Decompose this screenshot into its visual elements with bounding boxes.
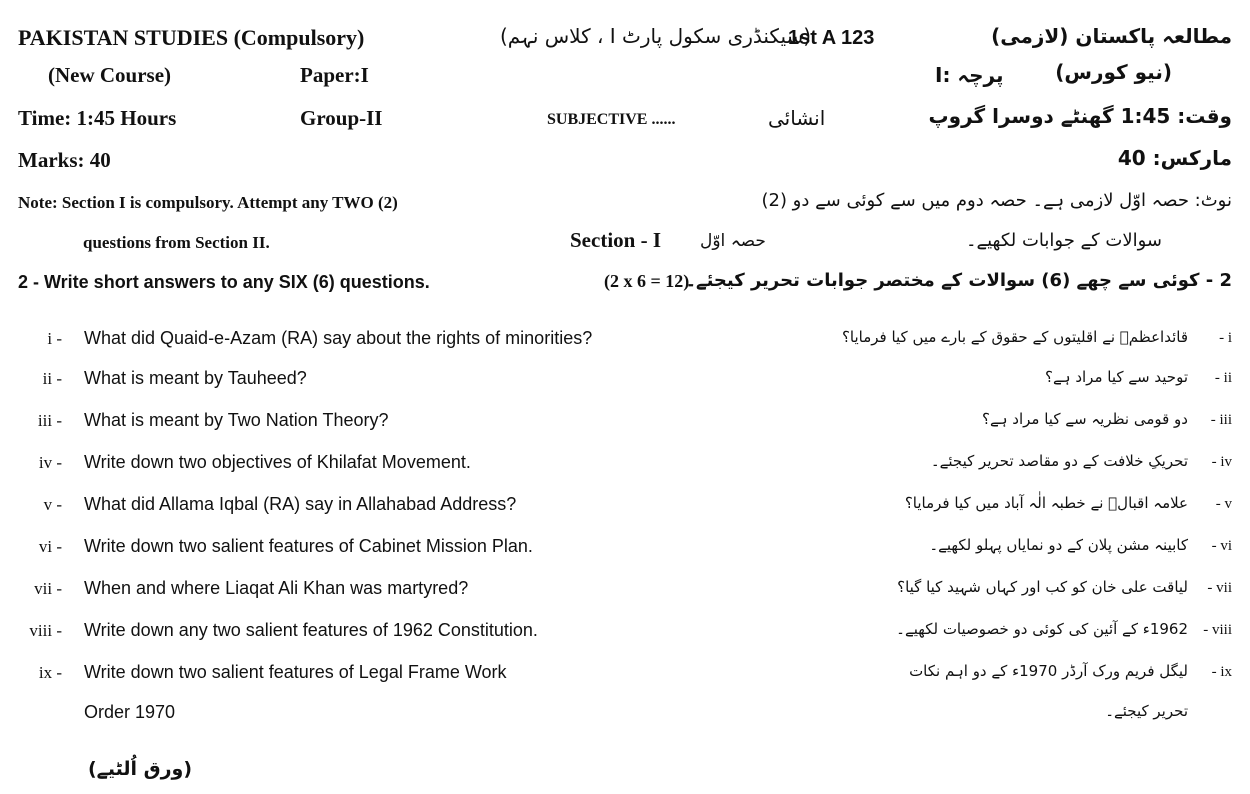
paper-urdu: I: پرچہ xyxy=(935,63,1004,87)
note-line2-urdu: سوالات کے جوابات لکھیے۔ xyxy=(966,230,1162,251)
question-text: Write down two salient features of Legal Frame Work xyxy=(84,662,507,682)
question-number-urdu: - vii xyxy=(1207,580,1232,596)
question-number-urdu: - ii xyxy=(1214,370,1232,386)
question-text-urdu: علامہ اقبالؒ نے خطبہ الٰہ آباد میں کیا فرمایا؟ xyxy=(904,494,1188,512)
question-number: vi - xyxy=(38,537,62,556)
note-line1-urdu: نوٹ: حصہ اوّل لازمی ہے۔ حصہ دوم میں سے کوئی سے دو (2) xyxy=(761,190,1232,211)
question-text: Write down two salient features of Cabinet Mission Plan. xyxy=(84,536,533,556)
question-number-urdu: - i xyxy=(1219,330,1232,346)
question-number: viii - xyxy=(29,621,62,640)
question-text-urdu: لیگل فریم ورک آرڈر 1970ء کے دو اہم نکات xyxy=(909,662,1188,680)
course-urdu: (نیو کورس) xyxy=(1055,60,1172,84)
paper-code: 1st A 123 xyxy=(788,27,875,49)
section-label: Section - I xyxy=(570,228,661,252)
paper-english: Paper:I xyxy=(300,63,369,87)
time-english: Time: 1:45 Hours xyxy=(18,106,177,130)
note-line1-english: Note: Section I is compulsory. Attempt any TWO (2) xyxy=(18,193,398,212)
note-line2-english: questions from Section II. xyxy=(83,233,270,252)
question-text-continued: Order 1970 xyxy=(84,702,176,722)
section-label-urdu: حصہ اوّل xyxy=(700,231,766,251)
question-number: ii - xyxy=(42,369,62,388)
title-english: PAKISTAN STUDIES (Compulsory) xyxy=(18,25,365,50)
question-text: Write down any two salient features of 1962 Constitution. xyxy=(84,620,538,640)
question2-urdu: 2 - کوئی سے چھے (6) سوالات کے مختصر جوابات تحریر کیجئے۔ xyxy=(685,270,1232,291)
question-number: ix - xyxy=(38,663,62,682)
question-text: When and where Liaqat Ali Khan was martyred? xyxy=(84,578,469,598)
question2-marks: (2 x 6 = 12) xyxy=(604,271,690,291)
question-text-urdu: توحید سے کیا مراد ہے؟ xyxy=(1045,368,1188,386)
question-text-urdu: دو قومی نظریہ سے کیا مراد ہے؟ xyxy=(981,410,1188,428)
subjective-urdu: انشائی xyxy=(768,106,826,130)
question-text-urdu: لیاقت علی خان کو کب اور کہاں شہید کیا گیا؟ xyxy=(897,578,1188,596)
question-number-urdu: - vi xyxy=(1211,538,1232,554)
question-number: i - xyxy=(47,329,62,348)
group-english: Group-II xyxy=(300,106,383,130)
question-number-urdu: - v xyxy=(1215,496,1232,512)
question-number: iii - xyxy=(37,411,62,430)
question-number-urdu: - ix xyxy=(1211,664,1232,680)
subjective-label: SUBJECTIVE ...... xyxy=(547,111,676,128)
question-number-urdu: - viii xyxy=(1203,622,1232,638)
question-number: v - xyxy=(43,495,62,514)
title-urdu-part: (سیکنڈری سکول پارٹ I ، کلاس نہم) xyxy=(500,24,812,48)
question2-text: 2 - Write short answers to any SIX (6) questions. xyxy=(18,272,430,292)
question-number: vii - xyxy=(34,579,62,598)
turn-over-note: (ورق اُلٹیے) xyxy=(88,758,193,780)
question-text: Write down two objectives of Khilafat Movement. xyxy=(84,452,471,472)
marks-english: Marks: 40 xyxy=(18,148,111,172)
question-number: iv - xyxy=(38,453,62,472)
question-text-urdu: تحریکِ خلافت کے دو مقاصد تحریر کیجئے۔ xyxy=(930,452,1188,470)
time-urdu: وقت: 1:45 گھنٹے دوسرا گروپ xyxy=(928,104,1232,128)
title-urdu: مطالعہ پاکستان (لازمی) xyxy=(991,24,1232,48)
question-number-urdu: - iv xyxy=(1211,454,1232,470)
question-text: What did Quaid-e-Azam (RA) say about the rights of minorities? xyxy=(84,328,593,348)
question-number-urdu: - iii xyxy=(1210,412,1232,428)
question-text-urdu-continued: تحریر کیجئے۔ xyxy=(1105,702,1188,720)
course-english: (New Course) xyxy=(48,63,172,87)
question-text-urdu: کابینہ مشن پلان کے دو نمایاں پہلو لکھیے۔ xyxy=(929,536,1188,554)
marks-urdu: مارکس: 40 xyxy=(1117,146,1232,170)
question-text: What is meant by Tauheed? xyxy=(84,368,307,388)
question-text: What is meant by Two Nation Theory? xyxy=(84,410,389,430)
question-text: What did Allama Iqbal (RA) say in Allahabad Address? xyxy=(84,494,517,514)
question-text-urdu: قائداعظمؒ نے اقلیتوں کے حقوق کے بارے میں کیا فرمایا؟ xyxy=(841,328,1188,346)
question-text-urdu: 1962ء کے آئین کی کوئی دو خصوصیات لکھیے۔ xyxy=(896,620,1188,638)
